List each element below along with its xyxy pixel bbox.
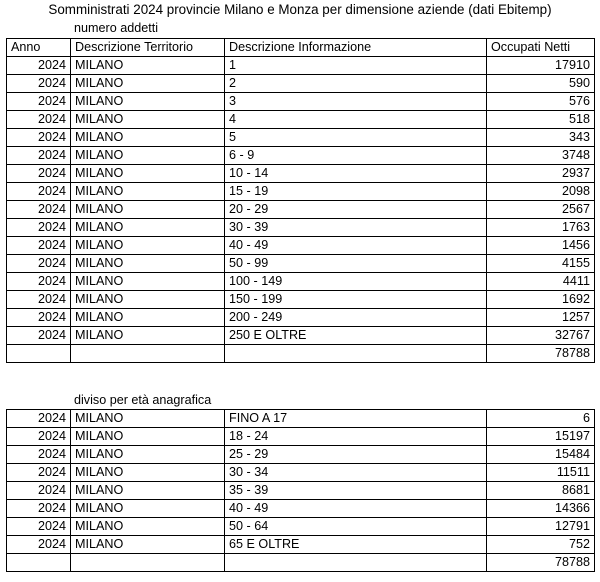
cell-territorio: MILANO <box>71 219 225 237</box>
cell-territorio: MILANO <box>71 428 225 446</box>
cell-anno: 2024 <box>7 93 71 111</box>
table-row <box>7 129 595 147</box>
age-section-subtitle: diviso per età anagrafica <box>74 393 212 407</box>
table-row <box>7 111 595 129</box>
cell-territorio: MILANO <box>71 500 225 518</box>
table-row <box>7 165 595 183</box>
cell-occupati: 2937 <box>487 165 595 183</box>
cell-informazione: 100 - 149 <box>225 273 487 291</box>
cell-occupati: 14366 <box>487 500 595 518</box>
cell-occupati: 2098 <box>487 183 595 201</box>
cell-territorio: MILANO <box>71 446 225 464</box>
table-row <box>7 255 595 273</box>
cell-occupati: 8681 <box>487 482 595 500</box>
cell-occupati: 343 <box>487 129 595 147</box>
cell-anno: 2024 <box>7 255 71 273</box>
cell-informazione: 5 <box>225 129 487 147</box>
cell-occupati: 32767 <box>487 327 595 345</box>
cell-territorio: MILANO <box>71 273 225 291</box>
header-row <box>7 39 595 57</box>
cell-empty <box>7 345 71 363</box>
cell-empty <box>71 554 225 572</box>
document-title: Somministrati 2024 provincie Milano e Monza per dimensione aziende (dati Ebitemp) <box>48 2 552 17</box>
cell-informazione: 200 - 249 <box>225 309 487 327</box>
cell-territorio: MILANO <box>71 183 225 201</box>
cell-anno: 2024 <box>7 518 71 536</box>
cell-informazione: 250 E OLTRE <box>225 327 487 345</box>
cell-occupati: 752 <box>487 536 595 554</box>
total-row <box>7 345 595 363</box>
table-row <box>7 464 595 482</box>
cell-anno: 2024 <box>7 219 71 237</box>
cell-total: 78788 <box>487 554 595 572</box>
cell-anno: 2024 <box>7 309 71 327</box>
cell-informazione: 3 <box>225 93 487 111</box>
table-row <box>7 219 595 237</box>
cell-occupati: 1456 <box>487 237 595 255</box>
cell-territorio: MILANO <box>71 75 225 93</box>
table-row <box>7 291 595 309</box>
cell-informazione: 50 - 64 <box>225 518 487 536</box>
table-row <box>7 446 595 464</box>
cell-territorio: MILANO <box>71 255 225 273</box>
cell-anno: 2024 <box>7 500 71 518</box>
cell-occupati: 518 <box>487 111 595 129</box>
header-anno: Anno <box>7 39 71 57</box>
cell-empty <box>7 554 71 572</box>
table-row <box>7 482 595 500</box>
cell-territorio: MILANO <box>71 57 225 75</box>
cell-anno: 2024 <box>7 165 71 183</box>
cell-occupati: 6 <box>487 410 595 428</box>
cell-anno: 2024 <box>7 410 71 428</box>
table-row <box>7 327 595 345</box>
cell-territorio: MILANO <box>71 129 225 147</box>
table-row <box>7 147 595 165</box>
cell-anno: 2024 <box>7 536 71 554</box>
cell-occupati: 1257 <box>487 309 595 327</box>
table-row <box>7 93 595 111</box>
cell-empty <box>225 554 487 572</box>
cell-territorio: MILANO <box>71 237 225 255</box>
cell-territorio: MILANO <box>71 482 225 500</box>
header-informazione: Descrizione Informazione <box>225 39 487 57</box>
cell-occupati: 17910 <box>487 57 595 75</box>
cell-territorio: MILANO <box>71 410 225 428</box>
size-table <box>6 38 595 363</box>
cell-informazione: 6 - 9 <box>225 147 487 165</box>
cell-empty <box>71 345 225 363</box>
cell-territorio: MILANO <box>71 327 225 345</box>
cell-empty <box>225 345 487 363</box>
cell-informazione: 35 - 39 <box>225 482 487 500</box>
age-table-body <box>7 410 595 572</box>
cell-informazione: FINO A 17 <box>225 410 487 428</box>
size-section-subtitle: numero addetti <box>74 21 159 35</box>
cell-informazione: 65 E OLTRE <box>225 536 487 554</box>
cell-occupati: 15197 <box>487 428 595 446</box>
cell-anno: 2024 <box>7 273 71 291</box>
cell-anno: 2024 <box>7 57 71 75</box>
cell-informazione: 15 - 19 <box>225 183 487 201</box>
cell-occupati: 3748 <box>487 147 595 165</box>
cell-territorio: MILANO <box>71 291 225 309</box>
cell-territorio: MILANO <box>71 165 225 183</box>
cell-occupati: 4155 <box>487 255 595 273</box>
cell-anno: 2024 <box>7 291 71 309</box>
cell-informazione: 18 - 24 <box>225 428 487 446</box>
cell-territorio: MILANO <box>71 309 225 327</box>
cell-informazione: 40 - 49 <box>225 237 487 255</box>
cell-occupati: 11511 <box>487 464 595 482</box>
table-row <box>7 536 595 554</box>
cell-informazione: 25 - 29 <box>225 446 487 464</box>
cell-informazione: 4 <box>225 111 487 129</box>
table-row <box>7 500 595 518</box>
table-row <box>7 273 595 291</box>
cell-informazione: 20 - 29 <box>225 201 487 219</box>
cell-anno: 2024 <box>7 237 71 255</box>
cell-anno: 2024 <box>7 75 71 93</box>
cell-anno: 2024 <box>7 183 71 201</box>
cell-occupati: 15484 <box>487 446 595 464</box>
cell-territorio: MILANO <box>71 201 225 219</box>
cell-anno: 2024 <box>7 201 71 219</box>
cell-informazione: 30 - 39 <box>225 219 487 237</box>
cell-anno: 2024 <box>7 327 71 345</box>
table-row <box>7 309 595 327</box>
cell-informazione: 1 <box>225 57 487 75</box>
table-row <box>7 237 595 255</box>
cell-occupati: 12791 <box>487 518 595 536</box>
cell-territorio: MILANO <box>71 111 225 129</box>
table-row <box>7 183 595 201</box>
header-occupati: Occupati Netti <box>487 39 595 57</box>
cell-occupati: 1692 <box>487 291 595 309</box>
table-row <box>7 518 595 536</box>
cell-informazione: 10 - 14 <box>225 165 487 183</box>
cell-occupati: 1763 <box>487 219 595 237</box>
table-row <box>7 57 595 75</box>
table-row <box>7 410 595 428</box>
age-table <box>6 409 595 572</box>
table-row <box>7 428 595 446</box>
cell-informazione: 30 - 34 <box>225 464 487 482</box>
size-table-body <box>7 39 595 363</box>
cell-territorio: MILANO <box>71 464 225 482</box>
cell-territorio: MILANO <box>71 518 225 536</box>
cell-anno: 2024 <box>7 446 71 464</box>
cell-occupati: 4411 <box>487 273 595 291</box>
cell-anno: 2024 <box>7 464 71 482</box>
cell-occupati: 576 <box>487 93 595 111</box>
cell-anno: 2024 <box>7 111 71 129</box>
cell-informazione: 150 - 199 <box>225 291 487 309</box>
cell-informazione: 2 <box>225 75 487 93</box>
cell-anno: 2024 <box>7 129 71 147</box>
header-territorio: Descrizione Territorio <box>71 39 225 57</box>
cell-anno: 2024 <box>7 482 71 500</box>
cell-territorio: MILANO <box>71 147 225 165</box>
cell-informazione: 50 - 99 <box>225 255 487 273</box>
cell-informazione: 40 - 49 <box>225 500 487 518</box>
cell-territorio: MILANO <box>71 93 225 111</box>
table-row <box>7 201 595 219</box>
cell-anno: 2024 <box>7 147 71 165</box>
cell-occupati: 590 <box>487 75 595 93</box>
table-row <box>7 75 595 93</box>
cell-territorio: MILANO <box>71 536 225 554</box>
cell-occupati: 2567 <box>487 201 595 219</box>
total-row <box>7 554 595 572</box>
cell-total: 78788 <box>487 345 595 363</box>
cell-anno: 2024 <box>7 428 71 446</box>
